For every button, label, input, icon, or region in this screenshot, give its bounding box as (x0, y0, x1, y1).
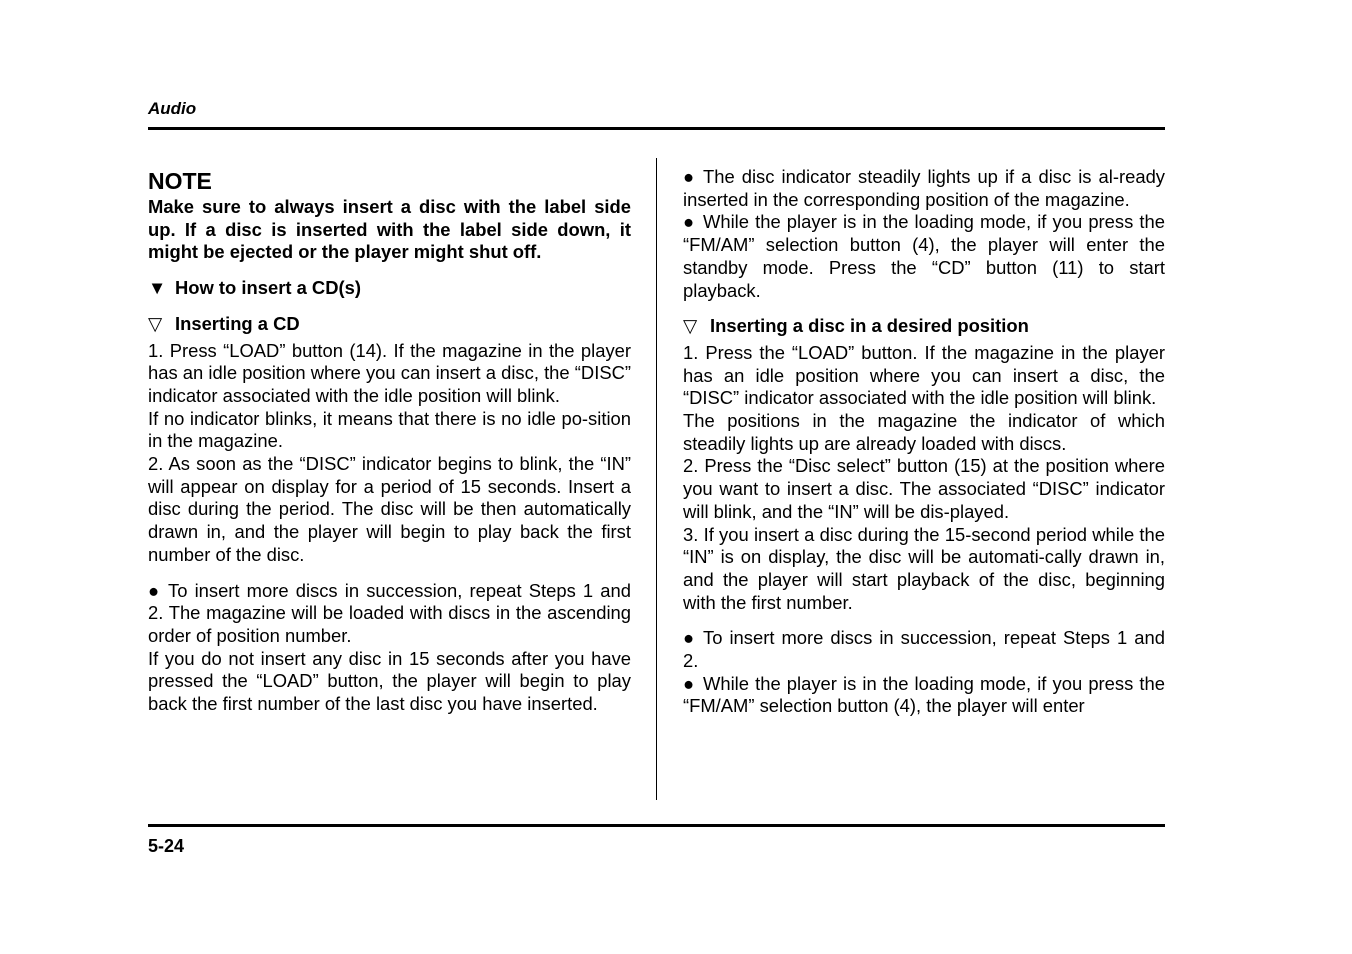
step-1-note: The positions in the magazine the indicator of which steadily lights up are already loaded with discs. (683, 410, 1165, 454)
triangle-down-outline-icon: ▽ (148, 312, 163, 334)
page-number: 5-24 (148, 836, 185, 856)
subheading (683, 315, 1165, 338)
bullet-icon: ● (683, 211, 695, 233)
section-heading-text: How to insert a CD(s) (175, 277, 361, 299)
header-rule (148, 127, 1165, 130)
bullet-text: While the player is in the loading mode, if you press the “FM/AM” selection button (4), the player will enter (683, 672, 1165, 717)
bullet-text: The disc indicator steadily lights up if a disc is al-ready inserted in the corresponding position of the magazine. (683, 166, 1165, 210)
step-1: 1. Press “LOAD” button (14). If the magazine in the player has an idle position where you can insert a disc, the “DISC” indicator associated with the idle position will blink. (148, 339, 631, 406)
bullet-text: To insert more discs in succession, repeat Steps 1 and 2. (683, 627, 1165, 672)
column-divider (656, 158, 657, 800)
section-heading (148, 277, 631, 300)
section-header: Audio (148, 99, 197, 118)
step-1-note: If no indicator blinks, it means that there is no idle po-sition in the magazine. (148, 407, 631, 452)
bullet-text: To insert more discs in succession, repeat Steps 1 and 2. The magazine will be loaded with discs in the ascending order of position number. (148, 579, 631, 646)
step-3: 3. If you insert a disc during the 15-second period while the “IN” is on display, the disc will be automati-cally drawn in, and the player will start playback of the disc, beginning with the first number. (683, 523, 1165, 613)
left-column (148, 166, 631, 716)
note-title: NOTE (148, 168, 212, 194)
step-2: 2. As soon as the “DISC” indicator begins to blink, the “IN” will appear on display for a period of 15 seconds. Insert a disc during the period. The disc will be then automatically drawn in, and the player will begin to play back the first number of the disc. (148, 453, 631, 565)
step-2: 2. Press the “Disc select” button (15) at the position where you want to insert a disc. The associated “DISC” indicator will blink, and the “IN” will be dis-played. (683, 455, 1165, 522)
bullet-item (683, 673, 1165, 718)
bullet-icon: ● (683, 627, 695, 649)
bullet-continuation: If you do not insert any disc in 15 seconds after you have pressed the “LOAD” button, the player will begin to play back the first number of the last disc you have inserted. (148, 647, 631, 715)
right-column (683, 166, 1165, 718)
bullet-icon: ● (148, 579, 160, 601)
bullet-text: While the player is in the loading mode, if you press the “FM/AM” selection button (4), the player will enter the standby mode. Press the “CD” button (11) to start playback. (683, 211, 1165, 301)
subheading (148, 313, 631, 336)
step-1: 1. Press the “LOAD” button. If the magazine in the player has an idle position where you can insert a disc, the “DISC” indicator associated with the idle position will blink. (683, 341, 1165, 409)
triangle-down-filled-icon: ▼ (148, 277, 167, 299)
bullet-item (683, 211, 1165, 302)
bullet-icon: ● (683, 672, 695, 694)
triangle-down-outline-icon: ▽ (683, 315, 698, 337)
bullet-item (683, 627, 1165, 672)
bullet-item (148, 580, 631, 648)
note-text: Make sure to always insert a disc with the label side up. If a disc is inserted with the label side down, it might be ejected or the player might shut off. (148, 196, 631, 263)
subheading-text: Inserting a CD (175, 312, 300, 334)
bullet-icon: ● (683, 166, 695, 187)
subheading-text: Inserting a disc in a desired position (710, 315, 1029, 337)
bullet-item (683, 166, 1165, 211)
footer-rule (148, 824, 1165, 827)
